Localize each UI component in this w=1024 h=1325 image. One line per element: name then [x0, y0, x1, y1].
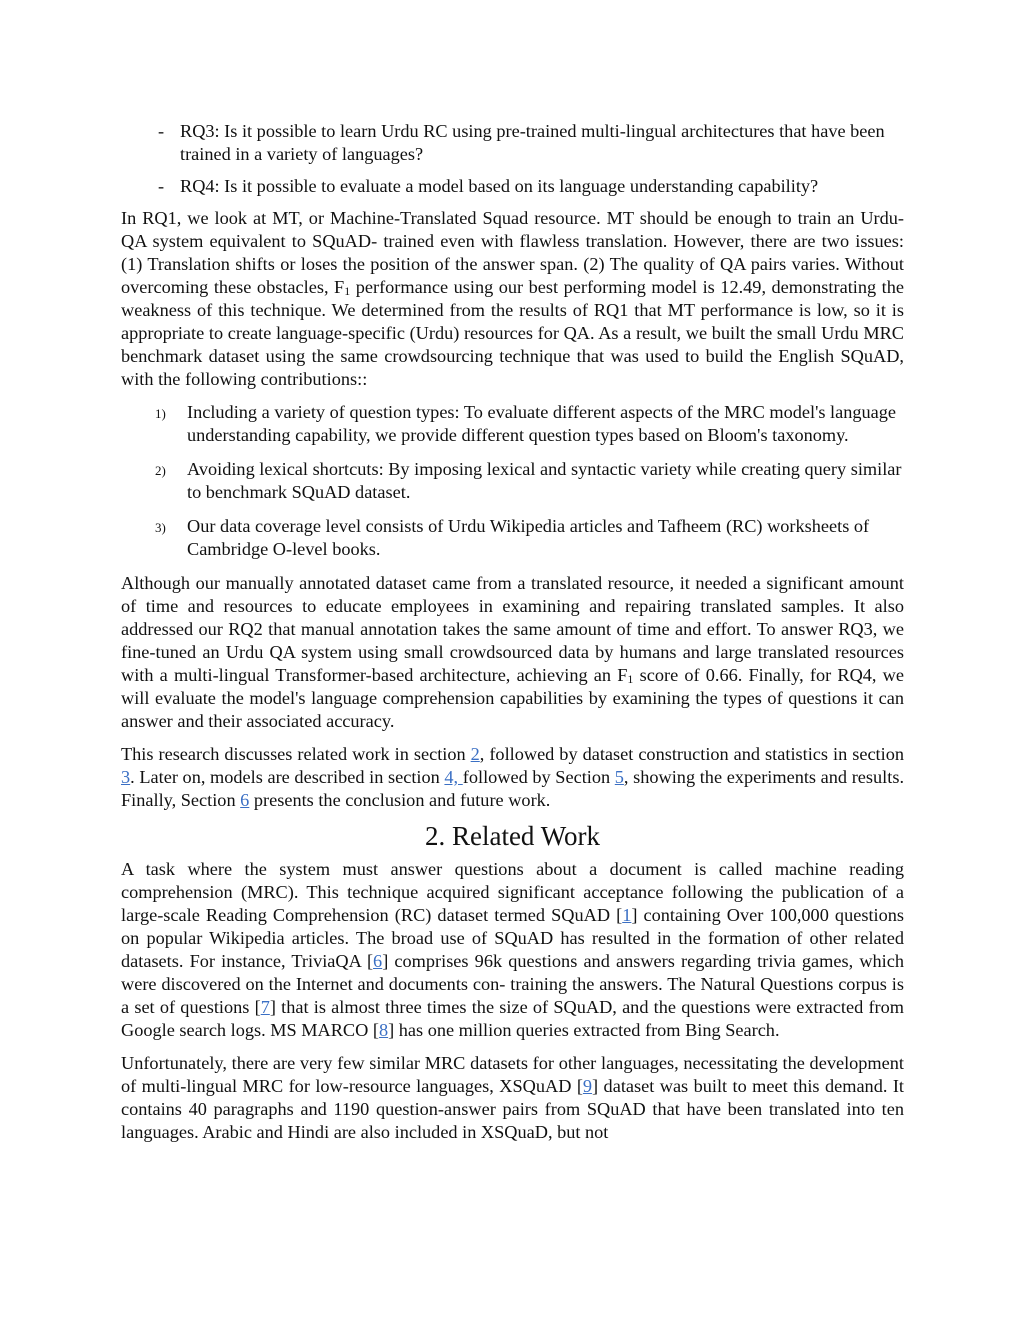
- numbered-item-1: [121, 401, 904, 447]
- paragraph-rq1: [121, 207, 904, 391]
- paragraph-text: Unfortunately, there are very few similar MRC datasets for other languages, necessitating the development of multi-lingual MRC for low-resource languages, XSQuAD [: [121, 1053, 904, 1096]
- paragraph-text: ] has one million queries extracted from Bing Search.: [388, 1020, 780, 1040]
- section-link-4[interactable]: 4,: [444, 767, 463, 787]
- paragraph-text: , showing the experiments and results. Finally, Section: [121, 767, 905, 810]
- item-number: 3): [155, 520, 166, 535]
- subscript: 1: [627, 672, 634, 686]
- paragraph-multilingual: [121, 1052, 904, 1144]
- item-number: 1): [155, 406, 166, 421]
- paragraph-text: , followed by dataset construction and statistics in section: [479, 744, 904, 764]
- paragraph-text: . Later on, models are described in section: [130, 767, 445, 787]
- numbered-item-2: [121, 458, 904, 504]
- item-number: 2): [155, 463, 166, 478]
- section-link-6[interactable]: 6: [240, 790, 250, 810]
- bullet-mark: -: [158, 121, 165, 141]
- paragraph-text: score of 0.66. Finally, for RQ4, we will evaluate the model's language comprehension capabilities by examining the types of questions it can answer and their associated accuracy.: [121, 665, 904, 731]
- section-link-2[interactable]: 2: [470, 744, 480, 764]
- citation-link-1[interactable]: 1: [622, 905, 632, 925]
- bullet-text: RQ4: Is it possible to evaluate a model based on its language understanding capability?: [180, 176, 819, 196]
- bullet-mark: -: [158, 176, 165, 196]
- section-link-5[interactable]: 5: [614, 767, 624, 787]
- citation-link-8[interactable]: 8: [378, 1020, 389, 1040]
- paragraph-text: Although our manually annotated dataset came from a translated resource, it needed a significant amount of time and resources to educate employees in examining and repairing translated samples. It also addressed our RQ2 that manual annotation takes the same amount of time and effort. To answer RQ3, we fine-tuned an Urdu QA system using small crowdsourced data by humans and large translated resources with a multi-lingual Transformer-based architecture, achieving an F: [121, 573, 904, 685]
- paragraph-text: This research discusses related work in section: [121, 744, 471, 764]
- paragraph-text: presents the conclusion and future work.: [249, 790, 551, 810]
- paragraph-text: A task where the system must answer questions about a document is called machine reading comprehension (MRC). This technique acquired significant acceptance following the publication of a large-scale Reading Comprehension (RC) dataset termed SQuAD [: [121, 859, 904, 925]
- citation-link-6[interactable]: 6: [373, 951, 383, 971]
- item-text: Including a variety of question types: To evaluate different aspects of the MRC model's language understanding capability, we provide different question types based on Bloom's taxonomy.: [187, 402, 897, 445]
- paragraph-text: ] dataset was built to meet this demand. It contains 40 paragraphs and 1190 question-answer pairs from SQuAD that have been translated into ten languages. Arabic and Hindi are also included in XSQuaD, but not: [121, 1076, 904, 1142]
- paragraph-outline: [121, 743, 904, 812]
- bullet-item-rq4: [121, 175, 904, 198]
- item-text: Our data coverage level consists of Urdu Wikipedia articles and Tafheem (RC) worksheets of Cambridge O-level books.: [187, 516, 870, 559]
- bullet-item-rq3: [121, 120, 904, 166]
- paragraph-text: ] comprises 96k questions and answers regarding trivia games, which were discovered on the Internet and documents con- training the answers. The Natural Questions corpus is a set of questions [: [121, 951, 904, 1017]
- citation-link-9[interactable]: 9: [582, 1076, 593, 1096]
- paragraph-text: ] containing Over 100,000 questions on popular Wikipedia articles. The broad use of SQuAD has resulted in the formation of other related datasets. For instance, TriviaQA [: [121, 905, 904, 971]
- paragraph-text: followed by Section: [462, 767, 615, 787]
- item-text: Avoiding lexical shortcuts: By imposing lexical and syntactic variety while creating query similar to benchmark SQuAD dataset.: [187, 459, 902, 502]
- paragraph-text: ] that is almost three times the size of SQuAD, and the questions were extracted from Google search logs. MS MARCO [: [121, 997, 904, 1040]
- paragraph-text: performance using our best performing model is 12.49, demonstrating the weakness of this technique. We determined from the results of RQ1 that MT performance is low, so it is appropriate to create language-specific (Urdu) resources for QA. As a result, we built the small Urdu MRC benchmark dataset using the same crowdsourcing technique that was used to build the English SQuAD, with the following contributions::: [121, 277, 904, 389]
- citation-link-7[interactable]: 7: [260, 997, 270, 1017]
- document-page: [121, 120, 904, 1154]
- section-link-3[interactable]: 3: [121, 767, 131, 787]
- paragraph-mrc: [121, 858, 904, 1042]
- paragraph-annotation: [121, 572, 904, 733]
- subscript: 1: [344, 284, 351, 298]
- paragraph-text: In RQ1, we look at MT, or Machine-Translated Squad resource. MT should be enough to train an Urdu-QA system equivalent to SQuAD- trained even with flawless translation. However, there are two issues: (1) Translation shifts or loses the position of the answer span. (2) The quality of QA pairs varies. Without overcoming these obstacles, F: [121, 208, 904, 297]
- numbered-item-3: [121, 515, 904, 561]
- bullet-text: RQ3: Is it possible to learn Urdu RC using pre-trained multi-lingual architectures that have been trained in a variety of languages?: [180, 121, 885, 164]
- section-heading: 2. Related Work: [424, 821, 601, 851]
